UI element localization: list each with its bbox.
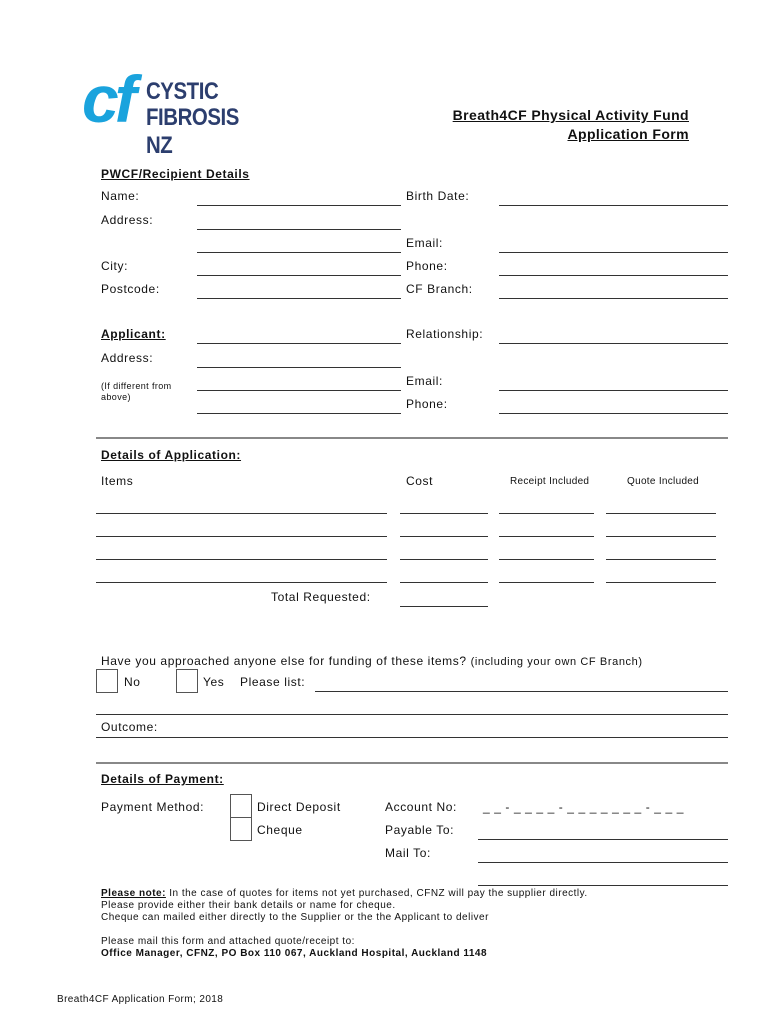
section-divider-1 [96, 437, 728, 439]
applicant-address-field-3[interactable] [197, 413, 401, 414]
payment-heading: Details of Payment: [101, 772, 224, 786]
cfnz-logo [82, 62, 282, 159]
total-requested-label: Total Requested: [271, 590, 371, 604]
note-text-1: In the case of quotes for items not yet purchased, CFNZ will pay the supplier directly. [165, 888, 588, 899]
cf-branch-label: CF Branch: [406, 282, 473, 296]
form-title-line2: Application Form [567, 126, 689, 142]
email-label: Email: [406, 236, 443, 250]
mail-to-label: Mail To: [385, 846, 431, 860]
cf-branch-field[interactable] [499, 298, 728, 299]
direct-deposit-label: Direct Deposit [257, 800, 341, 814]
section-divider-2 [96, 762, 728, 764]
relationship-field[interactable] [499, 343, 728, 344]
cheque-label: Cheque [257, 823, 303, 837]
item-row-3[interactable] [96, 559, 387, 560]
quote-row-1[interactable] [606, 513, 716, 514]
note-line3: Cheque can mailed either directly to the Supplier or the the Applicant to deliver [101, 912, 489, 923]
logo-text-line2: FIBROSIS NZ [146, 104, 239, 159]
mail-to-field-2[interactable] [478, 885, 728, 886]
mail-address: Office Manager, CFNZ, PO Box 110 067, Auckland Hospital, Auckland 1148 [101, 948, 488, 959]
note-line2: Please provide either their bank details or name for cheque. [101, 900, 396, 911]
name-field[interactable] [197, 205, 401, 206]
applicant-address-field-1[interactable] [197, 367, 401, 368]
birth-date-field[interactable] [499, 205, 728, 206]
quote-row-4[interactable] [606, 582, 716, 583]
applicant-address-label: Address: [101, 351, 154, 365]
cost-header: Cost [406, 474, 434, 488]
item-row-1[interactable] [96, 513, 387, 514]
phone-field[interactable] [499, 275, 728, 276]
city-label: City: [101, 259, 128, 273]
footer-text: Breath4CF Application Form; 2018 [57, 994, 224, 1005]
payable-to-label: Payable To: [385, 823, 455, 837]
receipt-row-3[interactable] [499, 559, 594, 560]
recipient-heading: PWCF/Recipient Details [101, 167, 250, 181]
account-no-label: Account No: [385, 800, 457, 814]
payment-method-label: Payment Method: [101, 800, 205, 814]
mail-instruction: Please mail this form and attached quote/receipt to: [101, 936, 355, 947]
birth-date-label: Birth Date: [406, 189, 470, 203]
direct-deposit-checkbox[interactable] [230, 794, 252, 818]
receipt-row-1[interactable] [499, 513, 594, 514]
application-heading: Details of Application: [101, 448, 242, 462]
cost-row-1[interactable] [400, 513, 488, 514]
cheque-checkbox[interactable] [230, 817, 252, 841]
item-row-2[interactable] [96, 536, 387, 537]
applicant-address-field-2[interactable] [197, 390, 401, 391]
note-line1 [101, 888, 588, 899]
postcode-field[interactable] [197, 298, 401, 299]
funding-question [101, 654, 643, 668]
phone-label: Phone: [406, 259, 448, 273]
address-field-2[interactable] [197, 252, 401, 253]
relationship-label: Relationship: [406, 327, 484, 341]
name-label: Name: [101, 189, 140, 203]
cost-row-2[interactable] [400, 536, 488, 537]
no-label: No [124, 675, 141, 689]
no-checkbox[interactable] [96, 669, 118, 693]
applicant-phone-field[interactable] [499, 413, 728, 414]
account-no-field[interactable]: _ _ - _ _ _ _ - _ _ _ _ _ _ _ - _ _ _ [483, 800, 684, 814]
item-row-4[interactable] [96, 582, 387, 583]
receipt-header: Receipt Included [510, 476, 590, 487]
logo-text-line1: CYSTIC [146, 78, 219, 105]
receipt-row-4[interactable] [499, 582, 594, 583]
cost-row-4[interactable] [400, 582, 488, 583]
applicant-phone-label: Phone: [406, 397, 448, 411]
outcome-field[interactable] [96, 737, 728, 738]
applicant-email-field[interactable] [499, 390, 728, 391]
cost-row-3[interactable] [400, 559, 488, 560]
please-list-label: Please list: [240, 675, 306, 689]
please-list-field[interactable] [315, 691, 728, 692]
address-label: Address: [101, 213, 154, 227]
logo-mark: cf [82, 62, 133, 136]
applicant-email-label: Email: [406, 374, 443, 388]
email-field[interactable] [499, 252, 728, 253]
quote-row-3[interactable] [606, 559, 716, 560]
outcome-label: Outcome: [101, 720, 158, 734]
applicant-heading: Applicant: [101, 327, 166, 341]
address-note-line2: above) [101, 392, 131, 402]
form-title-line1: Breath4CF Physical Activity Fund [452, 107, 689, 123]
address-field-1[interactable] [197, 229, 401, 230]
address-note-line1: (If different from [101, 381, 172, 391]
quote-header: Quote Included [627, 476, 700, 487]
applicant-name-field[interactable] [197, 343, 401, 344]
funding-question-note: (including your own CF Branch) [470, 656, 643, 668]
quote-row-2[interactable] [606, 536, 716, 537]
postcode-label: Postcode: [101, 282, 160, 296]
please-list-field-2[interactable] [96, 714, 728, 715]
total-requested-field[interactable] [400, 606, 488, 607]
payable-to-field[interactable] [478, 839, 728, 840]
city-field[interactable] [197, 275, 401, 276]
funding-question-text: Have you approached anyone else for funding of these items? [101, 654, 467, 668]
yes-label: Yes [203, 675, 225, 689]
yes-checkbox[interactable] [176, 669, 198, 693]
receipt-row-2[interactable] [499, 536, 594, 537]
items-header: Items [101, 474, 134, 488]
mail-to-field-1[interactable] [478, 862, 728, 863]
note-label: Please note: [101, 888, 166, 899]
